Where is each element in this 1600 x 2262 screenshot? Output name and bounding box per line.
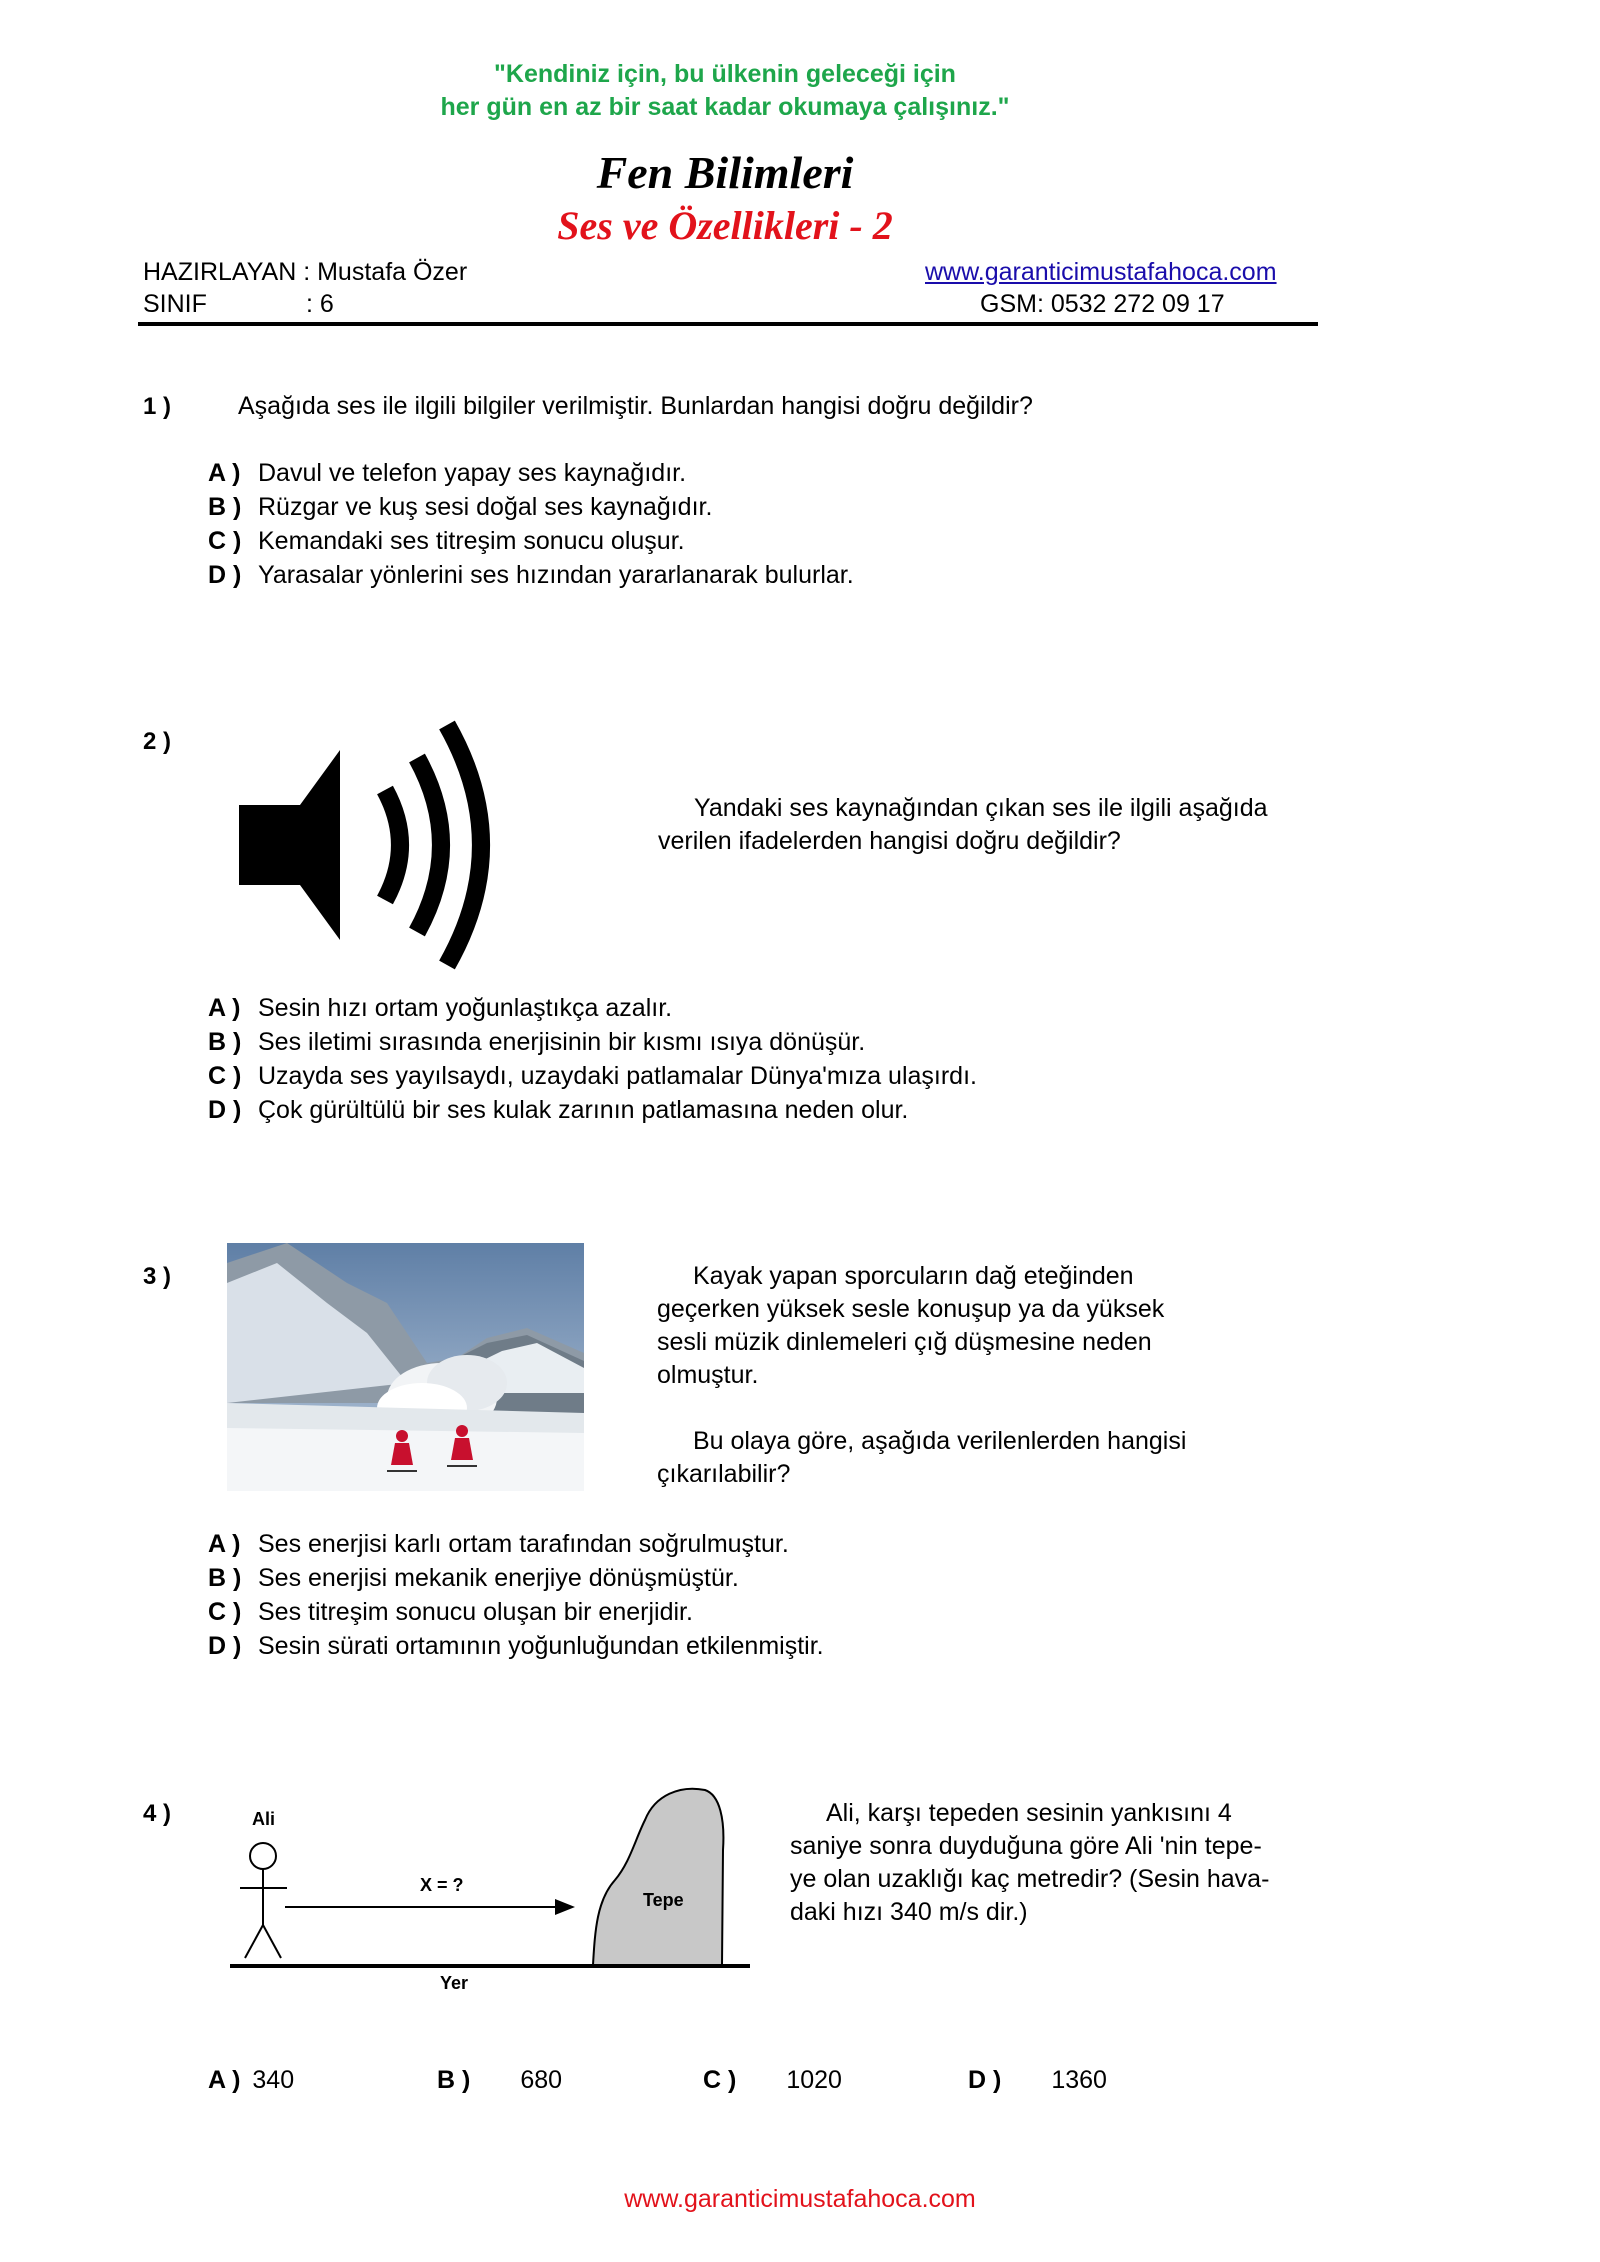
- option-label: D ): [968, 2066, 1002, 2094]
- option-label: B ): [437, 2066, 471, 2094]
- option-label: D ): [208, 561, 242, 589]
- option-label: A ): [208, 1530, 241, 1558]
- question-2-line-2: verilen ifadelerden hangisi doğru değildir?: [658, 827, 1121, 855]
- ground-label: Yer: [440, 1973, 469, 1993]
- option-d[interactable]: [968, 2066, 1107, 2095]
- question-4-line-4: daki hızı 340 m/s dir.): [790, 1898, 1028, 1926]
- page-subtitle: Ses ve Özellikleri - 2: [557, 203, 893, 248]
- option-label: C ): [208, 1062, 242, 1090]
- question-3-text: [657, 1260, 1347, 1491]
- website-link[interactable]: www.garanticimustafahoca.com: [925, 258, 1277, 286]
- question-3-number: 3 ): [143, 1263, 172, 1290]
- option-text: Çok gürültülü bir ses kulak zarının patlamasına neden olur.: [258, 1096, 909, 1124]
- question-4-line-1: Ali, karşı tepeden sesinin yankısını 4: [826, 1799, 1232, 1827]
- option-text: 680: [520, 2066, 563, 2094]
- option-label: D ): [208, 1632, 242, 1660]
- option-a[interactable]: [208, 991, 977, 1025]
- option-c[interactable]: [208, 1059, 977, 1093]
- question-2-number: 2 ): [143, 728, 172, 755]
- option-b[interactable]: [437, 2066, 562, 2095]
- option-text: Yarasalar yönlerini ses hızından yararlanarak bulurlar.: [258, 561, 854, 589]
- option-label: D ): [208, 1096, 242, 1124]
- question-1-options: [208, 456, 854, 592]
- question-2-line-1: Yandaki ses kaynağından çıkan ses ile ilgili aşağıda: [694, 794, 1268, 822]
- option-text: Sesin hızı ortam yoğunlaştıkça azalır.: [258, 994, 673, 1022]
- gsm-number: GSM: 0532 272 09 17: [980, 290, 1225, 318]
- page-title: Fen Bilimleri: [596, 147, 854, 198]
- option-label: A ): [208, 2066, 241, 2094]
- question-3-para1-line2: geçerken yüksek sesle konuşup ya da yüksek: [657, 1295, 1165, 1323]
- option-label: B ): [208, 1564, 242, 1592]
- question-1-number: 1 ): [143, 393, 172, 420]
- question-4-number: 4 ): [143, 1800, 172, 1827]
- question-2-options: [208, 991, 977, 1127]
- option-text: 1020: [786, 2066, 842, 2094]
- motto-line-1: "Kendiniz için, bu ülkenin geleceği için: [494, 60, 956, 88]
- question-3-para1-line4: olmuştur.: [657, 1361, 759, 1389]
- option-c[interactable]: [208, 1595, 824, 1629]
- hill-label: Tepe: [643, 1890, 684, 1910]
- option-a[interactable]: [208, 1527, 824, 1561]
- option-a[interactable]: [208, 2066, 294, 2095]
- question-3-para1-line1: Kayak yapan sporcuların dağ eteğinden: [693, 1262, 1134, 1290]
- question-4-text: [790, 1797, 1350, 1929]
- option-d[interactable]: [208, 1629, 824, 1663]
- question-2-text: [658, 792, 1338, 858]
- option-text: Sesin sürati ortamının yoğunluğundan etkilenmiştir.: [258, 1632, 824, 1660]
- author-label: HAZIRLAYAN : Mustafa Özer: [143, 258, 468, 286]
- option-text: Kemandaki ses titreşim sonucu oluşur.: [258, 527, 685, 555]
- question-3-options: [208, 1527, 824, 1663]
- option-label: C ): [703, 2066, 737, 2094]
- option-b[interactable]: [208, 1025, 977, 1059]
- option-b[interactable]: [208, 1561, 824, 1595]
- option-text: Ses enerjisi karlı ortam tarafından soğrulmuştur.: [258, 1530, 789, 1558]
- option-text: 1360: [1051, 2066, 1107, 2094]
- footer-website[interactable]: www.garanticimustafahoca.com: [624, 2185, 976, 2213]
- option-label: B ): [208, 493, 242, 521]
- option-d[interactable]: [208, 558, 854, 592]
- question-4-line-2: saniye sonra duyduğuna göre Ali 'nin tepe-: [790, 1832, 1262, 1860]
- speaker-icon: [235, 720, 500, 970]
- avalanche-photo: [227, 1243, 584, 1491]
- class-value: : 6: [306, 290, 334, 318]
- header-divider: [138, 322, 1318, 326]
- distance-label: X = ?: [420, 1875, 464, 1895]
- option-text: 340: [252, 2066, 295, 2094]
- question-3-para1-line3: sesli müzik dinlemeleri çığ düşmesine neden: [657, 1328, 1152, 1356]
- option-text: Ses titreşim sonucu oluşan bir enerjidir.: [258, 1598, 693, 1626]
- question-1-text: Aşağıda ses ile ilgili bilgiler verilmiştir. Bunlardan hangisi doğru değildir?: [238, 392, 1033, 420]
- option-text: Rüzgar ve kuş sesi doğal ses kaynağıdır.: [258, 493, 713, 521]
- option-text: Ses enerjisi mekanik enerjiye dönüşmüştür.: [258, 1564, 739, 1592]
- person-label: Ali: [252, 1809, 276, 1829]
- option-d[interactable]: [208, 1093, 977, 1127]
- option-text: Davul ve telefon yapay ses kaynağıdır.: [258, 459, 687, 487]
- option-label: A ): [208, 459, 241, 487]
- option-a[interactable]: [208, 456, 854, 490]
- option-label: A ): [208, 994, 241, 1022]
- option-text: Ses iletimi sırasında enerjisinin bir kısmı ısıya dönüşür.: [258, 1028, 866, 1056]
- question-4-line-3: ye olan uzaklığı kaç metredir? (Sesin hava-: [790, 1865, 1270, 1893]
- option-c[interactable]: [703, 2066, 842, 2095]
- option-text: Uzayda ses yayılsaydı, uzaydaki patlamalar Dünya'mıza ulaşırdı.: [258, 1062, 977, 1090]
- question-3-para2-line1: Bu olaya göre, aşağıda verilenlerden hangisi: [693, 1427, 1187, 1455]
- motto-line-2: her gün en az bir saat kadar okumaya çalışınız.": [440, 93, 1010, 121]
- option-c[interactable]: [208, 524, 854, 558]
- question-3-para2-line2: çıkarılabilir?: [657, 1460, 791, 1488]
- echo-diagram: [225, 1780, 755, 2000]
- option-b[interactable]: [208, 490, 854, 524]
- option-label: B ): [208, 1028, 242, 1056]
- option-label: C ): [208, 527, 242, 555]
- class-label: SINIF: [143, 290, 207, 318]
- option-label: C ): [208, 1598, 242, 1626]
